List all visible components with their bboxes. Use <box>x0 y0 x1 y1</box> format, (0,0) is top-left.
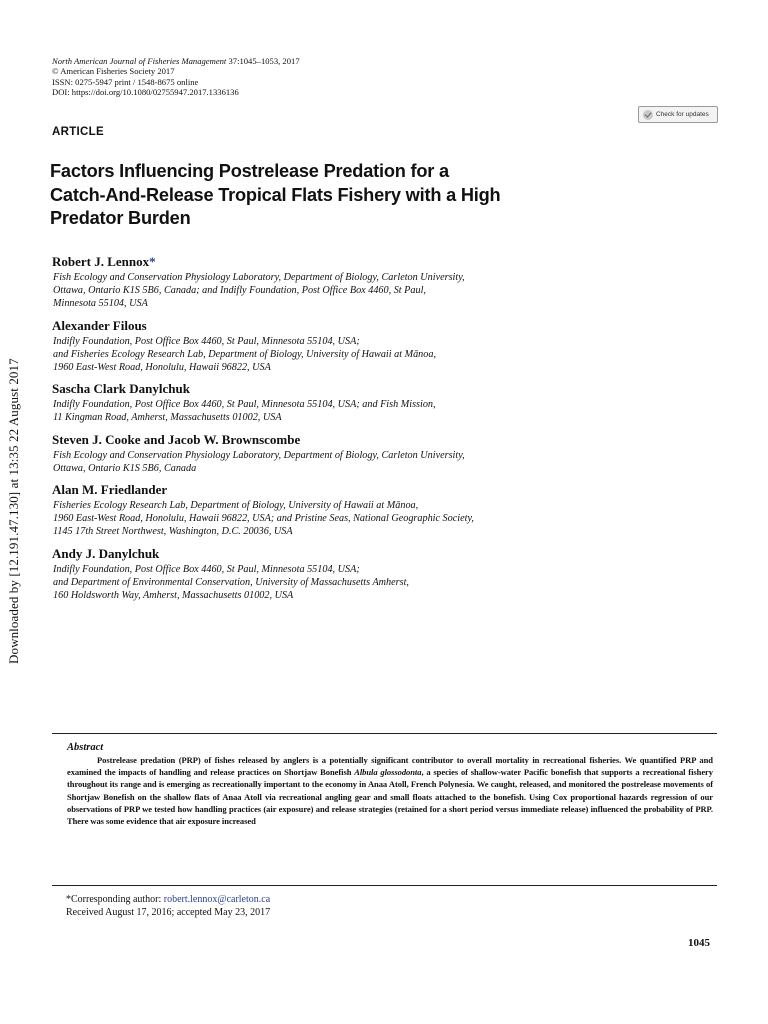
author-affiliation: Minnesota 55104, USA <box>53 298 148 310</box>
author-block <box>52 252 672 311</box>
corresponding-author-prefix: *Corresponding author: <box>66 894 164 905</box>
corresponding-author-mark[interactable]: * <box>149 254 156 269</box>
abstract-text <box>67 754 713 827</box>
author-name: Alan M. Friedlander <box>52 482 168 498</box>
author-affiliation: Fish Ecology and Conservation Physiology Laboratory, Department of Biology, Carleton University, <box>53 272 465 283</box>
author-block <box>52 544 672 603</box>
author-name: Sascha Clark Danylchuk <box>52 381 190 397</box>
footnote-rule <box>52 885 717 886</box>
journal-info <box>52 56 300 98</box>
citation-line <box>52 56 300 66</box>
author-affiliation: and Fisheries Ecology Research Lab, Department of Biology, University of Hawaii at Mānoa, <box>53 348 437 360</box>
author-affiliation: 1960 East-West Road, Honolulu, Hawaii 96822, USA; and Pristine Seas, National Geographic Society, <box>53 513 474 525</box>
author-affiliation: Fish Ecology and Conservation Physiology Laboratory, Department of Biology, Carleton University, <box>53 449 465 461</box>
corresponding-author-email[interactable]: robert.lennox@carleton.ca <box>163 894 271 905</box>
author-block <box>52 480 672 539</box>
author-name <box>52 252 672 271</box>
author-affiliation: Indifly Foundation, Post Office Box 4460, St Paul, Minnesota 55104, USA; <box>53 563 360 575</box>
author-affiliation: Ottawa, Ontario K1S 5B6, Canada; and Indifly Foundation, Post Office Box 4460, St Paul, <box>53 285 426 297</box>
author-name: Alexander Filous <box>52 317 147 333</box>
author-block <box>52 379 672 424</box>
corresponding-author-line <box>66 893 270 906</box>
doi-line[interactable]: DOI: https://doi.org/10.1080/02755947.2017.1336136 <box>52 87 239 98</box>
author-affiliation: 1960 East-West Road, Honolulu, Hawaii 96822, USA <box>53 362 271 374</box>
article-page: Downloaded by [12.191.47.130] at 13:35 22 August 2017 North American Journal of Fisheries Management 37:1045–1053, 2017 © American Fisheries Society 2017 ISSN: 0275-5947 print / 1548-8675 online DOI: https://doi.org/10.1080/02755947.2017.1336136 Check for updates ARTICLE Factors Influencing Postrelease Predation for a Catch-And-Release Tropical Flats Fishery with a High Predator Burden Robert J. Lennox* Fish Ecology and Conservation Physiology Laboratory, Department of Biology, Carleton University, Ottawa, Ontario K1S 5B6, Canada; and Indifly Foundation, Post Office Box 4460, St Paul, Minnesota 55104, USA Alexander Filous Indifly Foundation, Post Office Box 4460, St Paul, Minnesota 55104, USA; and Fisheries Ecology Research Lab, Department of Biology, University of Hawaii at Mānoa, 1960 East-West Road, Honolulu, Hawaii 96822, USA Sascha Clark Danylchuk Indifly Foundation, Post Office Box 4460, St Paul, Minnesota 55104, USA; and Fish Mission, 11 Kingman Road, Amherst, Massachusetts 01002, USA Steven J. Cooke and Jacob W. Brownscombe Fish Ecology and Conservation Physiology Laboratory, Department of Biology, Carleton University, Ottawa, Ontario K1S 5B6, Canada Alan M. Friedlander Fisheries Ecology Research Lab, Department of Biology, University of Hawaii at Mānoa, 1960 East-West Road, Honolulu, Hawaii 96822, USA; and Pristine Seas, National Geographic Society, 1145 17th Street Northwest, Washington, D.C. 20036, USA Andy J. Danylchuk Indifly Foundation, Post Office Box 4460, St Paul, Minnesota 55104, USA; and Department of Environmental Conservation, University of Massachusetts Amherst, 160 Holdsworth Way, Amherst, Massachusetts 01002, USA Abstract Postrelease predation (PRP) of fishes released by anglers is a potentially significant contributor to overall mortality in recreational fisheries. We quantified PRP and examined the impacts of handling and release practices on Shortjaw Bonefish Albula glossodonta, a species of shallow-water Pacific bonefish that supports a recreational fishery throughout its range and is emerging as recreationally important to the economy in Anaa Atoll, French Polynesia. We caught, released, and monitored the postrelease movements of Shortjaw Bonefish on the shallow flats of Anaa Atoll via recreational angling gear and small floats attached to the bonefish. Using Cox proportional hazards regression of our observations of PRP we tested how handling practices (air exposure) and release strategies (retained for a short period versus immediate release) influenced the probability of PRP. There was some evidence that air exposure increased *Corresponding author: robert.lennox@carleton.ca Received August 17, 2016; accepted May 23, 2017 1045 <box>0 0 768 1024</box>
check-for-updates-label: Check for updates <box>656 111 709 118</box>
article-type-label: ARTICLE <box>52 126 104 138</box>
author-name: Steven J. Cooke and Jacob W. Brownscombe <box>52 431 301 447</box>
footnote <box>66 893 270 919</box>
issn-line: ISSN: 0275-5947 print / 1548-8675 online <box>52 76 199 87</box>
title-line-1: Factors Influencing Postrelease Predation for a <box>50 161 449 181</box>
abstract-heading: Abstract <box>67 742 104 753</box>
author-block <box>52 316 672 375</box>
author-name: Andy J. Danylchuk <box>52 545 160 561</box>
author-affiliation: 11 Kingman Road, Amherst, Massachusetts 01002, USA <box>53 412 282 424</box>
abstract-section <box>67 742 713 827</box>
author-affiliation: 1145 17th Street Northwest, Washington, D.C. 20036, USA <box>53 526 293 538</box>
abstract-text-part-2: , a species of shallow-water Pacific bonefish that supports a recreational fishery throughout its range and is emerging as recreationally important to the economy in Anaa Atoll, French Polynesia. We caught, released, and monitored the postrelease movements of Shortjaw Bonefish on the shallow flats of Anaa Atoll via recreational angling gear and small floats attached to the bonefish. Using Cox proportional hazards regression of our observations of PRP we tested how handling practices (air exposure) and release strategies (retained for a short period versus immediate release) influenced the probability of PRP. There was some evidence that air exposure increased <box>67 767 713 827</box>
abstract-text-part-1: Postrelease predation (PRP) of fishes released by anglers is a potentially significant contributor to overall mortality in recreational fisheries. We quantified PRP and examined the impacts of handling and release practices on Shortjaw Bonefish <box>67 755 713 778</box>
journal-volume: 37:1045–1053, 2017 <box>226 56 300 66</box>
check-circle-icon <box>643 110 653 120</box>
abstract-top-rule <box>52 733 717 734</box>
author-affiliation: Fisheries Ecology Research Lab, Department of Biology, University of Hawaii at Mānoa, <box>53 500 419 512</box>
author-name-text: Robert J. Lennox <box>52 254 150 269</box>
received-dates: Received August 17, 2016; accepted May 23, 2017 <box>66 907 271 918</box>
page-number: 1045 <box>688 937 710 949</box>
author-list <box>52 252 672 607</box>
article-title <box>50 160 610 231</box>
author-affiliation: Ottawa, Ontario K1S 5B6, Canada <box>53 462 197 474</box>
author-affiliation: Indifly Foundation, Post Office Box 4460, St Paul, Minnesota 55104, USA; and Fish Mission, <box>53 399 436 411</box>
title-line-2: Catch-And-Release Tropical Flats Fishery with a High <box>50 184 501 205</box>
author-affiliation: 160 Holdsworth Way, Amherst, Massachusetts 01002, USA <box>53 590 294 602</box>
author-block <box>52 430 672 475</box>
check-for-updates-button[interactable] <box>638 106 718 123</box>
journal-name: North American Journal of Fisheries Management <box>52 56 227 66</box>
species-name: Albula glossodonta <box>354 767 422 778</box>
title-line-3: Predator Burden <box>50 208 191 228</box>
author-affiliation: and Department of Environmental Conservation, University of Massachusetts Amherst, <box>53 576 409 588</box>
author-affiliation: Indifly Foundation, Post Office Box 4460, St Paul, Minnesota 55104, USA; <box>53 335 360 347</box>
copyright-line: © American Fisheries Society 2017 <box>52 66 175 77</box>
